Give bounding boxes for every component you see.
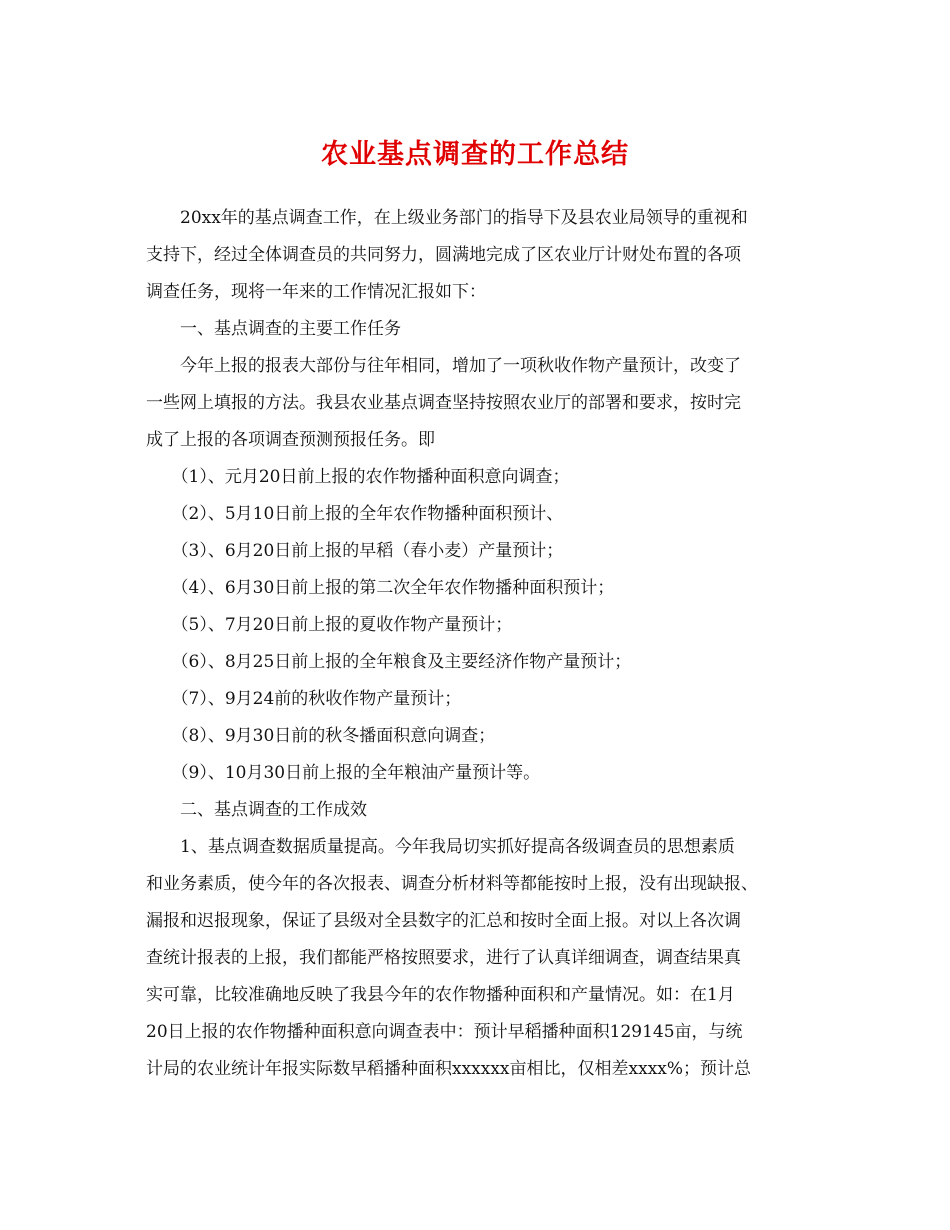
list-item: （4）、6月30日前上报的第二次全年农作物播种面积预计； xyxy=(146,578,615,598)
list-item: （3）、6月20日前上报的早稻（春小麦）产量预计； xyxy=(146,541,564,561)
list-item: （7）、9月24前的秋收作物产量预计； xyxy=(146,689,462,709)
paragraph-line: 实可靠，比较准确地反映了我县今年的农作物播种面积和产量情况。如：在1月 xyxy=(146,985,735,1005)
paragraph-line: 20xx年的基点调查工作，在上级业务部门的指导下及县农业局领导的重视和 xyxy=(146,208,748,228)
list-item: （9）、10月30日前上报的全年粮油产量预计等。 xyxy=(146,763,541,783)
paragraph-line: 1、基点调查数据质量提高。今年我局切实抓好提高各级调查员的思想素质 xyxy=(146,837,735,857)
paragraph-line: 成了上报的各项调查预测预报任务。即 xyxy=(146,430,435,450)
document-title: 农业基点调查的工作总结 xyxy=(321,139,629,170)
paragraph-line: 和业务素质，使今年的各次报表、调查分析材料等都能按时上报，没有出现缺报、 xyxy=(146,874,758,894)
paragraph-line: 查统计报表的上报，我们都能严格按照要求，进行了认真详细调查，调查结果真 xyxy=(146,948,741,968)
paragraph-line: 20日上报的农作物播种面积意向调查表中：预计早稻播种面积129145亩，与统 xyxy=(146,1022,743,1042)
paragraph-line: 一些网上填报的方法。我县农业基点调查坚持按照农业厅的部署和要求，按时完 xyxy=(146,393,741,413)
paragraph-line: 支持下，经过全体调查员的共同努力，圆满地完成了区农业厅计财处布置的各项 xyxy=(146,245,741,265)
section-heading: 二、基点调查的工作成效 xyxy=(146,800,367,820)
list-item: （2）、5月10日前上报的全年农作物播种面积预计、 xyxy=(146,504,564,524)
paragraph-line: 今年上报的报表大部份与往年相同，增加了一项秋收作物产量预计，改变了 xyxy=(146,356,741,376)
paragraph-line: 计局的农业统计年报实际数早稻播种面积xxxxxx亩相比，仅相差xxxx%；预计总 xyxy=(146,1059,752,1079)
paragraph-line: 漏报和迟报现象，保证了县级对全县数字的汇总和按时全面上报。对以上各次调 xyxy=(146,911,741,931)
list-item: （6）、8月25日前上报的全年粮食及主要经济作物产量预计； xyxy=(146,652,632,672)
list-item: （1）、元月20日前上报的农作物播种面积意向调查； xyxy=(146,467,570,487)
list-item: （8）、9月30日前的秋冬播面积意向调查； xyxy=(146,726,496,746)
list-item: （5）、7月20日前上报的夏收作物产量预计； xyxy=(146,615,513,635)
paragraph-line: 调查任务，现将一年来的工作情况汇报如下： xyxy=(146,282,486,302)
section-heading: 一、基点调查的主要工作任务 xyxy=(146,319,401,339)
